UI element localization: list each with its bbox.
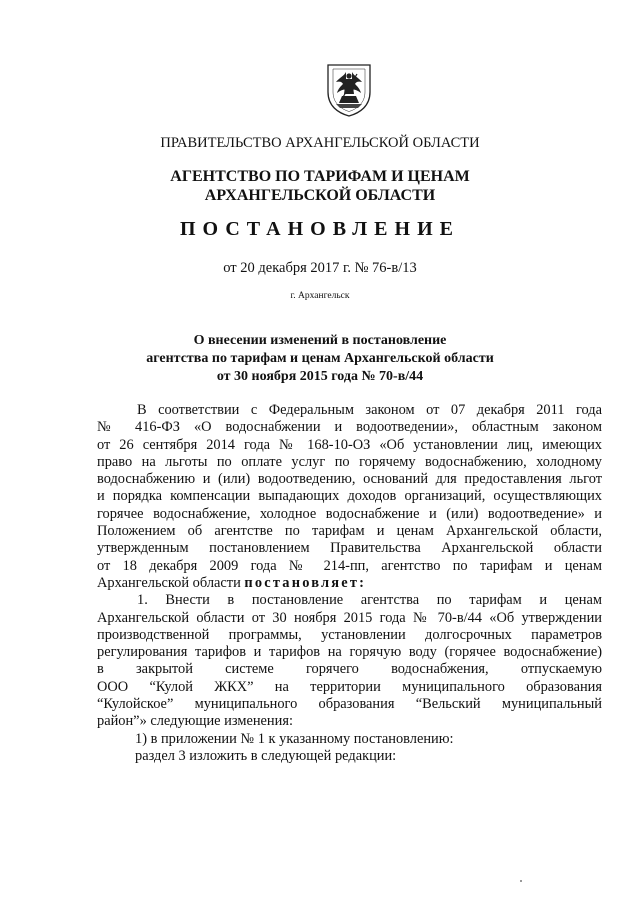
- document-date-number: от 20 декабря 2017 г. № 76-в/13: [223, 260, 417, 276]
- agency-name: [0, 167, 640, 205]
- text-line: 1) в приложении № 1 к указанному постановлению:: [135, 730, 454, 747]
- text-line: от 18 декабря 2009 года № 214-пп, агентство по тарифам и ценам: [97, 557, 602, 574]
- text-line: раздел 3 изложить в следующей редакции:: [135, 747, 397, 764]
- preamble-paragraph: [97, 402, 602, 765]
- document-city: г. Архангельск: [290, 291, 350, 301]
- text-line: Положением об агентстве по тарифам и ценам Архангельской области,: [97, 523, 602, 540]
- government-name: ПРАВИТЕЛЬСТВО АРХАНГЕЛЬСКОЙ ОБЛАСТИ: [160, 135, 480, 151]
- agency-name-line1: АГЕНТСТВО ПО ТАРИФАМ И ЦЕНАМ: [170, 168, 470, 185]
- text-fragment: Архангельской области: [97, 574, 241, 591]
- subject-line1: О внесении изменений в постановление: [193, 333, 447, 348]
- text-line: Архангельской области от 30 ноября 2015 года № 70-в/44 «Об утверждении: [97, 609, 602, 626]
- text-line: утвержденным постановлением Правительства Архангельской области: [97, 540, 602, 557]
- text-line: горячее водоснабжение, холодное водоснабжение и (или) водоотведение» и: [97, 505, 602, 522]
- text-line: В соответствии с Федеральным законом от 07 декабря 2011 года: [137, 402, 602, 418]
- subject-line3: от 30 ноября 2015 года № 70-в/44: [216, 369, 424, 384]
- text-line: “Кулойское” муниципального образования “Вельский муниципальный: [97, 696, 602, 713]
- document-type: ПОСТАНОВЛЕНИЕ: [180, 218, 460, 240]
- text-line: район”» следующие изменения:: [97, 713, 293, 730]
- text-line: [97, 575, 602, 592]
- text-line: от 26 сентября 2014 года № 168-10-ОЗ «Об установлении лиц, имеющих: [97, 436, 602, 453]
- text-line: регулирования тарифов и тарифов на горячую воду (горячее водоснабжение): [97, 644, 602, 661]
- text-line: в закрытой системе горячего водоснабжения, отпускаемую: [97, 661, 602, 678]
- resolves-word: постановляет:: [244, 574, 367, 591]
- coat-of-arms-emblem: [324, 62, 374, 117]
- text-line: № 416-ФЗ «О водоснабжении и водоотведении», областным законом: [97, 419, 602, 436]
- text-line: право на льготы по оплате услуг по горячему водоснабжению, холодному: [97, 453, 602, 470]
- text-line: и порядка компенсации выпадающих доходов организаций, осуществляющих: [97, 488, 602, 505]
- scan-speck: [520, 880, 522, 882]
- document-subject: [0, 332, 640, 386]
- text-line: водоснабжению и (или) водоотведению, оснований для предоставления льгот: [97, 471, 602, 488]
- agency-name-line2: АРХАНГЕЛЬСКОЙ ОБЛАСТИ: [204, 187, 436, 204]
- text-line: производственной программы, установлении долгосрочных параметров: [97, 626, 602, 643]
- subject-line2: агентства по тарифам и ценам Архангельской области: [146, 351, 494, 366]
- text-line: 1. Внести в постановление агентства по тарифам и ценам: [137, 592, 602, 609]
- text-line: ООО “Кулой ЖКХ” на территории муниципального образования: [97, 678, 602, 695]
